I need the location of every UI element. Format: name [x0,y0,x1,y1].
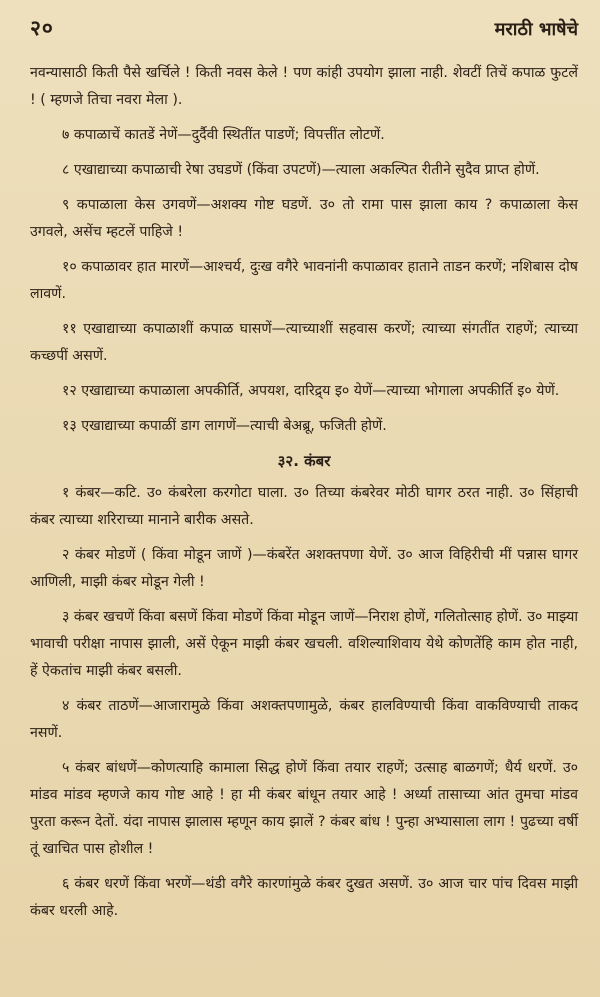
entry-paragraph: ९ कपाळाला केस उगवणें—अशक्य गोष्ट घडणें. उ० तो रामा पास झाला काय ? कपाळाला केस उगवले, असेंच म्हटलें पाहिजे ! [30,197,578,240]
paragraph-continuation: नवन्यासाठी किती पैसे खर्चिले ! किती नवस केले ! पण कांही उपयोग झाला नाही. शेवटीं तिचें कपाळ फुटलें ! ( म्हणजे तिचा नवरा मेला ). [30,65,578,108]
page-header [30,14,578,54]
entry-paragraph: ४ कंबर ताठणें—आजारामुळे किंवा अशक्तपणामुळे, कंबर हालविण्याची किंवा वाकविण्याची ताकद नसणें. [30,698,578,741]
entry-paragraph: ७ कपाळाचें कातडें नेणें—दुर्दैवी स्थितींत पाडणें; विपत्तींत लोटणें. [62,127,385,143]
entry-paragraph: २ कंबर मोडणें ( किंवा मोडून जाणें )—कंबरेंत अशक्तपणा येणें. उ० आज विहिरीची मीं पन्नास घागर आणिली, माझी कंबर मोडून गेली ! [30,547,578,590]
entry-paragraph: १३ एखाद्याच्या कपाळीं डाग लागणें—त्याची बेअब्रू, फजिती होणें. [62,418,387,434]
running-title: मराठी भाषेचे [494,19,578,40]
page-number: २० [30,16,54,40]
entry-paragraph: १२ एखाद्याच्या कपाळाला अपकीर्ति, अपयश, दारिद्र्य इ० येणें—त्याच्या भोगाला अपकीर्ति इ० येणें. [62,383,560,399]
entry-paragraph: १० कपाळावर हात मारणें—आश्चर्य, दुःख वगैरे भावनांनी कपाळावर हाताने ताडन करणें; नशिबास दोष लावणें. [30,259,578,302]
section-heading: ३२. कंबर [277,452,331,470]
entry-paragraph: ८ एखाद्याच्या कपाळाची रेषा उघडणें (किंवा उपटणें)—त्याला अकल्पित रीतीने सुदैव प्राप्त होणें. [62,162,540,178]
entry-paragraph: ६ कंबर धरणें किंवा भरणें—थंडी वगैरे कारणांमुळे कंबर दुखत असणें. उ० आज चार पांच दिवस माझी कंबर धरली आहे. [30,876,578,919]
entry-paragraph: ५ कंबर बांधणें—कोणत्याहि कामाला सिद्ध होणें किंवा तयार राहणें; उत्साह बाळगणें; धैर्य धरणें. उ० मांडव मांडव म्हणजे काय गोष्ट आहे ! हा मी कंबर बांधून तयार आहे ! अर्ध्या तासाच्या आंत तुमचा मांडव पुरता करून देतों. यंदा नापास झालास म्हणून काय झालें ? कंबर बांध ! पुन्हा अभ्यासाला लाग ! पुढच्या वर्षी तूं खाचित पास होशील ! [30,760,578,857]
entry-paragraph: ११ एखाद्याच्या कपाळाशीं कपाळ घासणें—त्याच्याशीं सहवास करणें; त्याच्या संगतींत राहणें; त्याच्या कच्छपीं असणें. [30,321,578,364]
entry-paragraph: १ कंबर—कटि. उ० कंबरेला करगोटा घाला. उ० तिच्या कंबरेवर मोठी घागर ठरत नाही. उ० सिंहाची कंबर त्याच्या शरिराच्या मानाने बारीक असते. [30,485,578,528]
page-content [30,60,578,925]
entry-paragraph: ३ कंबर खचणें किंवा बसणें किंवा मोडणें किंवा मोडून जाणें—निराश होणें, गलितोत्साह होणें. उ० माझ्या भावाची परीक्षा नापास झाली, असें ऐकून माझी कंबर खचली. वशिल्याशिवाय येथे कोणतेंहि काम होत नाही, हें ऐकतांच माझी कंबर बसली. [30,609,578,679]
